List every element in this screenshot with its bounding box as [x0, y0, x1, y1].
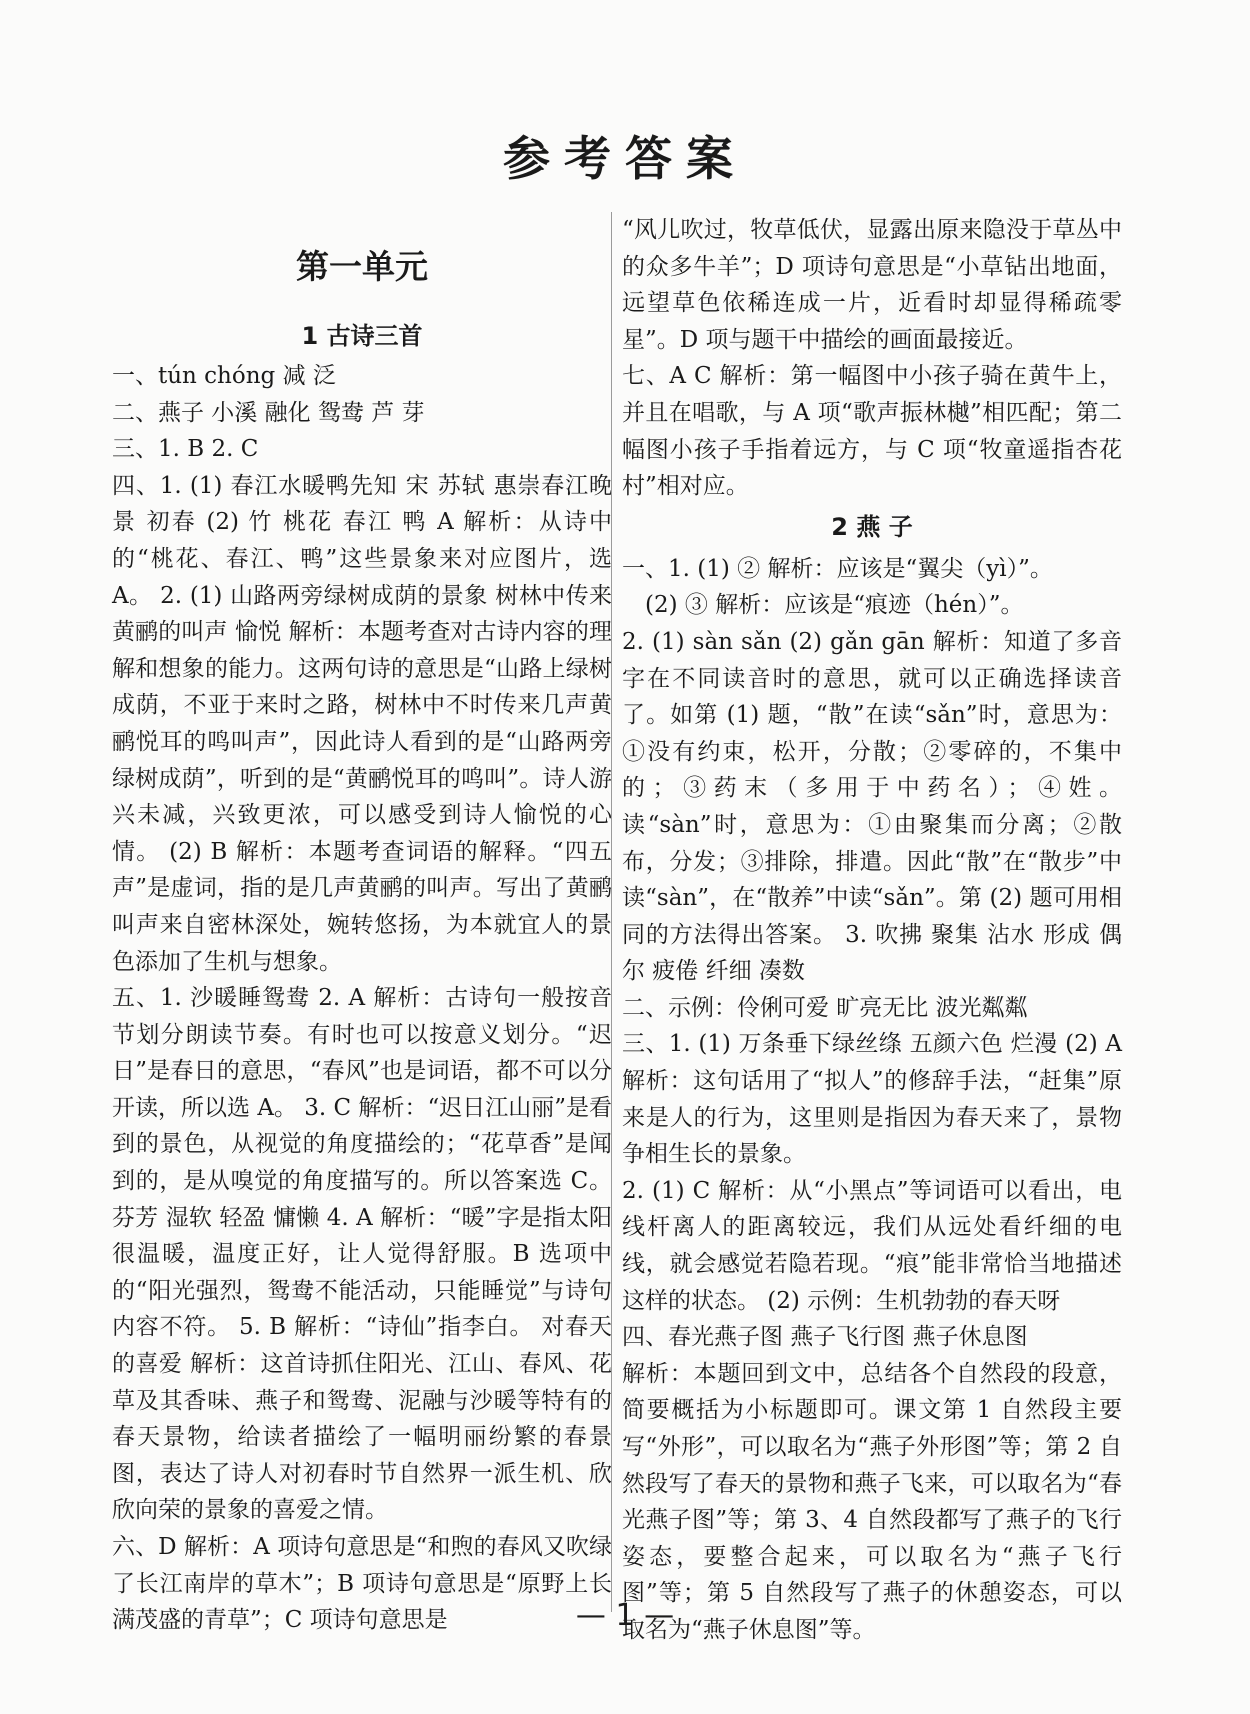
lesson2-answer-7: 解析：本题回到文中，总结各个自然段的段意，简要概括为小标题即可。课文第 1 自然段主要写“外形”，可以取名为“燕子外形图”等；第 2 自然段写了春天的景物和燕子飞来，可以取名为“春光燕子图”等；第 3、4 自然段都写了燕子的飞行姿态，要整合起来，可以取名为“燕子飞行图”等；第 5 自然段写了燕子的休憩姿态，可以取名为“燕子休息图”等。	[622, 1360, 1122, 1643]
lesson-2-title: 2 燕 子	[831, 512, 913, 541]
answer-section-6: 六、D 解析：A 项诗句意思是“和煦的春风又吹绿了长江南岸的草木”；B 项诗句意思是“原野上长满茂盛的青草”；C 项诗句意思是	[112, 1534, 612, 1634]
answer-section-3: 三、1. B 2. C	[112, 436, 259, 463]
lesson2-answer-4: 三、1. (1) 万条垂下绿丝绦 五颜六色 烂漫 (2) A 解析：这句话用了“拟人”的修辞手法，“赶集”原来是人的行为，这里则是指因为春天来了，景物争相生长的景象。	[622, 1031, 1122, 1168]
lesson2-answer-5: 2. (1) C 解析：从“小黑点”等词语可以看出，电线杆离人的距离较远，我们从远处看纤细的电线，就会感觉若隐若现。“痕”能非常恰当地描述这样的状态。 (2) 示例：生机勃勃的春天呀	[622, 1177, 1122, 1314]
lesson-1-title: 1 古诗三首	[301, 322, 423, 350]
lesson2-answer-1: 一、1. (1) ② 解析：应该是“翼尖（yì）”。	[622, 555, 1053, 582]
answer-section-2: 二、燕子 小溪 融化 鸳鸯 芦 芽	[112, 399, 425, 426]
lesson2-answer-3: 二、示例：伶俐可爱 旷亮无比 波光粼粼	[622, 994, 1028, 1021]
left-column	[112, 226, 612, 1639]
lesson2-answer-2: 2. (1) sàn sǎn (2) gǎn gān 解析：知道了多音字在不同读音时的意思，就可以正确选择读音了。如第 (1) 题，“散”在读“sǎn”时，意思为：①没有约束，松开，分散；②零碎的，不集中的；③药末（多用于中药名）；④姓。读“sàn”时，意思为：①由聚集而分离；②散布，分发；③排除，排遣。因此“散”在“散步”中读“sàn”，在“散养”中读“sǎn”。第 (2) 题可用相同的方法得出答案。 3. 吹拂 聚集 沾水 形成 偶尔 疲倦 纤细 凑数	[622, 628, 1122, 985]
answer-section-1: 一、tún chóng 减 泛	[112, 363, 336, 389]
lesson2-answer-1b: (2) ③ 解析：应该是“痕迹（hén）”。	[645, 592, 1024, 619]
answer-section-4: 四、1. (1) 春江水暖鸭先知 宋 苏轼 惠崇春江晚景 初春 (2) 竹 桃花 春江 鸭 A 解析：从诗中的“桃花、春江、鸭”这些景象来对应图片，选 A。 2. (1) 山路两旁绿树成荫的景象 树林中传来黄鹂的叫声 愉悦 解析：本题考查对古诗内容的理解和想象的能力。这两句诗的意思是“山路上绿树成荫，不亚于来时之路，树林中不时传来几声黄鹂悦耳的鸣叫声”，因此诗人看到的是“山路两旁绿树成荫”，听到的是“黄鹂悦耳的鸣叫”。诗人游兴未减，兴致更浓，可以感受到诗人愉悦的心情。 (2) B 解析：本题考查词语的解释。“四五声”是虚词，指的是几声黄鹂的叫声。写出了黄鹂叫声来自密林深处，婉转悠扬，为本就宜人的景色添加了生机与想象。	[112, 472, 612, 975]
answer-section-6-continued: “风儿吹过，牧草低伏，显露出原来隐没于草丛中的众多牛羊”；D 项诗句意思是“小草钻出地面，远望草色依稀连成一片，近看时却显得稀疏零星”。D 项与题干中描绘的画面最接近。	[622, 217, 1122, 353]
unit-title: 第一单元	[296, 247, 428, 286]
lesson2-answer-6: 四、春光燕子图 燕子飞行图 燕子休息图	[622, 1324, 1028, 1351]
right-column	[622, 212, 1122, 1649]
answer-section-7: 七、A C 解析：第一幅图中小孩子骑在黄牛上，并且在唱歌，与 A 项“歌声振林樾”相匹配；第二幅图小孩子手指着远方，与 C 项“牧童遥指杏花村”相对应。	[622, 363, 1122, 500]
column-divider	[611, 212, 612, 1612]
page-number: — 1 —	[575, 1598, 675, 1633]
page-title: 参考答案	[503, 132, 747, 187]
answer-section-5: 五、1. 沙暖睡鸳鸯 2. A 解析：古诗句一般按音节划分朗读节奏。有时也可以按意义划分。“迟日”是春日的意思，“春风”也是词语，都不可以分开读，所以选 A。 3. C 解析：“迟日江山丽”是看到的景色，从视觉的角度描绘的；“花草香”是闻到的，是从嗅觉的角度描写的。所以答案选 C。 芬芳 湿软 轻盈 慵懒 4. A 解析：“暖”字是指太阳很温暖，温度正好，让人觉得舒服。B 选项中的“阳光强烈，鸳鸯不能活动，只能睡觉”与诗句内容不符。 5. B 解析：“诗仙”指李白。 对春天的喜爱 解析：这首诗抓住阳光、江山、春风、花草及其香味、燕子和鸳鸯、泥融与沙暖等特有的春天景物，给读者描绘了一幅明丽纷繁的春景图，表达了诗人对初春时节自然界一派生机、欣欣向荣的景象的喜爱之情。	[112, 985, 612, 1524]
